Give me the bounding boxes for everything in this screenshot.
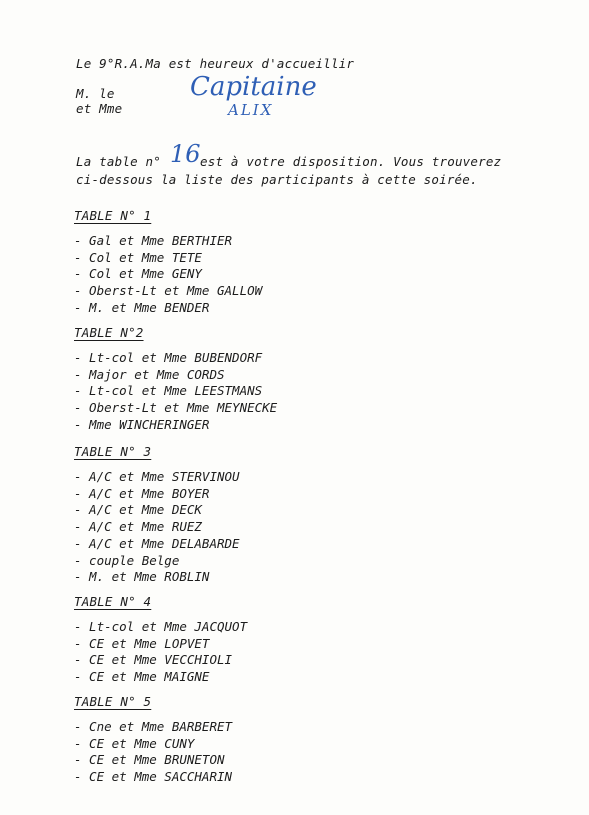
table-sentence-b: est à votre disposition. Vous trouverez	[200, 154, 502, 169]
participant-item: - CE et Mme LOPVET	[74, 635, 210, 651]
participant-item: - Col et Mme TETE	[74, 249, 202, 265]
participant-item: - CE et Mme CUNY	[74, 735, 195, 751]
handwritten-name: ALIX	[228, 101, 274, 119]
participant-item: - Lt-col et Mme BUBENDORF	[74, 350, 263, 365]
participant-item: - Gal et Mme BERTHIER	[74, 233, 233, 248]
participant-item: - A/C et Mme DELABARDE	[74, 535, 240, 551]
participant-item: - Lt-col et Mme JACQUOT	[74, 619, 248, 634]
participant-item: - A/C et Mme STERVINOU	[74, 469, 240, 484]
participant-item: - Lt-col et Mme LEESTMANS	[74, 383, 263, 399]
participant-item: - A/C et Mme BOYER	[74, 485, 210, 501]
participant-item: - couple Belge	[74, 552, 180, 568]
table-sentence-c: ci-dessous la liste des participants à cette soirée.	[76, 172, 478, 187]
participant-item: - Oberst-Lt et Mme GALLOW	[74, 283, 263, 299]
header-line-2: M. le	[76, 86, 115, 101]
table-title: TABLE N° 5	[74, 694, 152, 709]
participant-item: - Major et Mme CORDS	[74, 366, 225, 382]
participant-item: - CE et Mme BRUNETON	[74, 752, 225, 768]
table-title: TABLE N° 4	[74, 594, 152, 609]
participant-item: - Col et Mme GENY	[74, 266, 202, 282]
table-title: TABLE N°2	[74, 325, 144, 340]
table-sentence-a: La table n°	[76, 154, 161, 169]
header-line-3: et Mme	[76, 101, 123, 116]
participant-item: - M. et Mme ROBLIN	[74, 569, 210, 585]
participant-item: - CE et Mme SACCHARIN	[74, 769, 233, 785]
participant-item: - Oberst-Lt et Mme MEYNECKE	[74, 400, 278, 416]
handwritten-title: Capitaine	[190, 72, 317, 102]
table-title: TABLE N° 3	[74, 444, 152, 459]
participant-item: - M. et Mme BENDER	[74, 299, 210, 315]
handwritten-table-number: 16	[170, 140, 201, 168]
participant-item: - A/C et Mme DECK	[74, 502, 202, 518]
table-title: TABLE N° 1	[74, 208, 152, 223]
header-line-1: Le 9°R.A.Ma est heureux d'accueillir	[76, 56, 355, 71]
participant-item: - A/C et Mme RUEZ	[74, 519, 202, 535]
participant-item: - CE et Mme VECCHIOLI	[74, 652, 233, 668]
participant-item: - CE et Mme MAIGNE	[74, 669, 210, 685]
participant-item: - Cne et Mme BARBERET	[74, 719, 233, 734]
participant-item: - Mme WINCHERINGER	[74, 416, 210, 432]
